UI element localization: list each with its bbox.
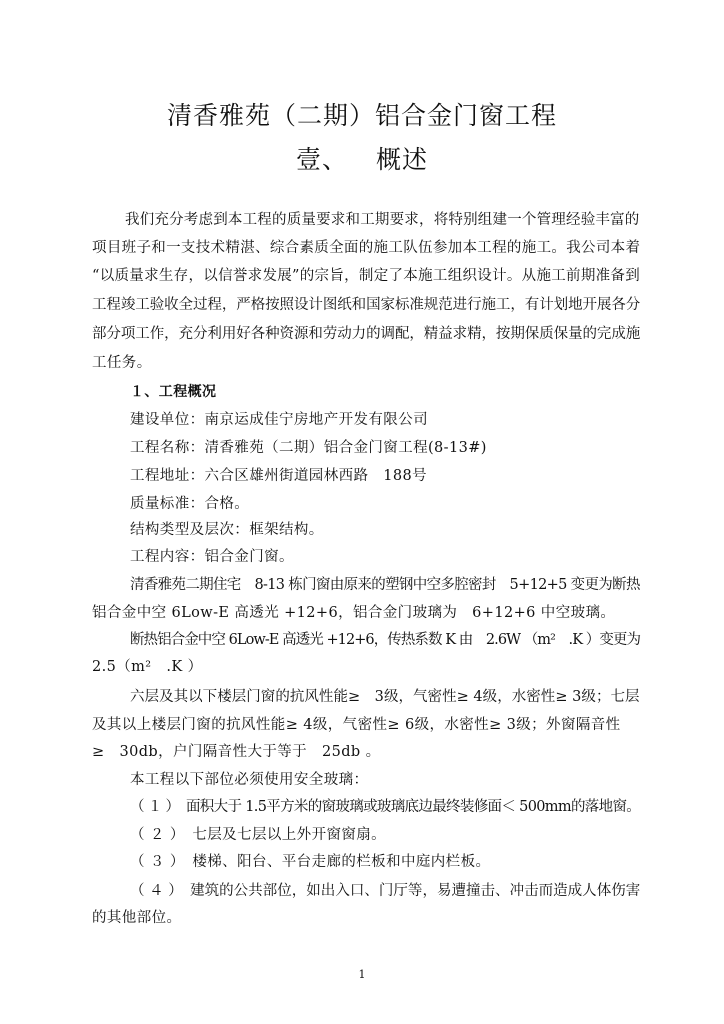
structure-line: 结构类型及层次：框架结构。 (130, 522, 324, 538)
content-line: 工程内容：铝合金门窗。 (130, 549, 294, 565)
performance-line: 六层及其以下楼层门窗的抗风性能≥ 3级，气密性≥ 4级，水密性≥ 3级；七层 (130, 689, 640, 705)
heat-line: 断热铝合金中空 6Low-E 高透光 +12+6，传热系数 K 由 2.6W （m² .K ）变更为 (130, 632, 641, 648)
safety-item: （ ２ ） 七层及七层以上外开窗窗扇。 (130, 827, 387, 843)
section-number: 壹、 (295, 145, 348, 174)
intro-line: 工程竣工验收全过程，严格按照设计图纸和国家标准规范进行施工，有计划地开展各分 (92, 297, 641, 313)
safety-item: （ ４ ） 建筑的公共部位，如出入口、门厅等，易遭撞击、冲击而造成人体伤害 (130, 883, 641, 899)
document-title: 清香雅苑（二期）铝合金门窗工程 (166, 101, 557, 130)
change-line: 清香雅苑二期住宅 8-13 栋门窗由原来的塑钢中空多腔密封 5+12+5 变更为断热 (130, 577, 640, 593)
intro-line: 项目班子和一支技术精湛、综合素质全面的施工队伍参加本工程的施工。我公司本着 (92, 240, 641, 256)
performance-line: ≥ 30db，户门隔音性大于等于 25db 。 (92, 744, 381, 760)
section-name: 概述 (376, 145, 429, 174)
section-title (0, 140, 724, 176)
address-line: 工程地址：六合区雄州街道园林西路 188号 (130, 468, 428, 484)
safety-item: （ １ ） 面积大于 1.5平方米的窗玻璃或玻璃底边最终装修面＜ 500mm的落地窗。 (130, 799, 641, 815)
intro-line: 我们充分考虑到本工程的质量要求和工期要求，将特别组建一个管理经验丰富的 (125, 212, 640, 228)
section-heading: １、工程概况 (130, 384, 217, 400)
intro-line: “以质量求生存，以信誉求发展”的宗旨，制定了本施工组织设计。从施工前期准备到 (92, 268, 641, 284)
heat-line: 2.5（m² .K ） (92, 659, 203, 675)
project-name-line: 工程名称：清香雅苑（二期）铝合金门窗工程(8-13#) (130, 440, 487, 456)
intro-line: 部分项工作，充分利用好各种资源和劳动力的调配，精益求精，按期保质保量的完成施 (92, 326, 641, 342)
intro-line: 工任务。 (92, 355, 152, 371)
safety-item: 的其他部位。 (92, 910, 182, 926)
change-line: 铝合金中空 6Low-E 高透光 +12+6，铝合金门玻璃为 6+12+6 中空玻璃。 (92, 605, 616, 621)
performance-line: 及其以上楼层门窗的抗风性能≥ 4级，气密性≥ 6级，水密性≥ 3级；外窗隔音性 (92, 717, 621, 733)
builder-line: 建设单位：南京运成佳宁房地产开发有限公司 (130, 412, 428, 428)
page-number: 1 (358, 968, 366, 981)
quality-line: 质量标准：合格。 (130, 496, 250, 512)
safety-item: （ ３ ） 楼梯、阳台、平台走廊的栏板和中庭内栏板。 (130, 854, 491, 870)
safety-intro-line: 本工程以下部位必须使用安全玻璃： (130, 772, 369, 788)
